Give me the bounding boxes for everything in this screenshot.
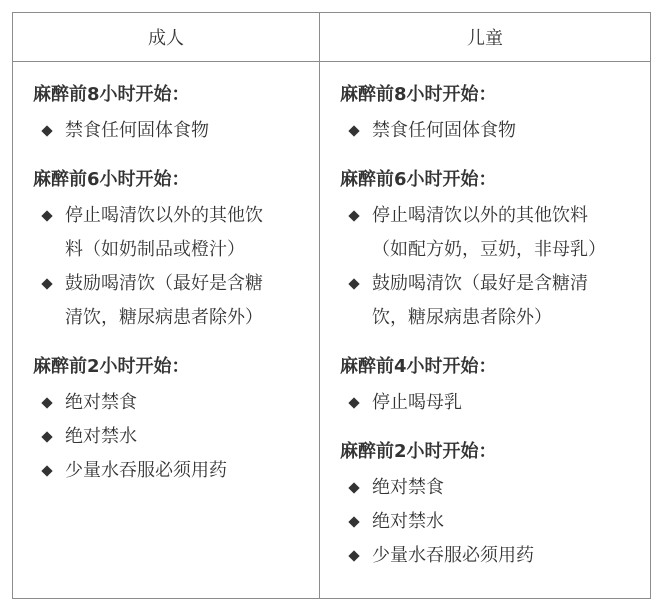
list-item-text: 绝对禁食 [65, 392, 137, 413]
time-section [33, 166, 319, 335]
list-item [340, 267, 650, 335]
list-item-text: 禁食任何固体食物 [372, 120, 516, 141]
list-item-text: 少量水吞服必须用药 [65, 460, 227, 481]
list-item [340, 539, 650, 573]
diamond-bullet-icon [41, 114, 65, 148]
list-item [340, 199, 650, 267]
diamond-bullet-icon [41, 454, 65, 488]
section-title: 麻醉前2小时开始： [33, 356, 190, 377]
list-item [33, 386, 319, 420]
list-item [33, 199, 319, 267]
diamond-bullet-icon [41, 386, 65, 420]
diamond-bullet-icon [348, 267, 372, 301]
list-item-text: 鼓励喝清饮（最好是含糖 清饮，糖尿病患者除外） [65, 273, 263, 328]
list-item-text: 停止喝清饮以外的其他饮料 （如配方奶，豆奶，非母乳） [372, 205, 606, 260]
list-item [33, 267, 319, 335]
time-section [340, 166, 650, 335]
diamond-bullet-icon [348, 199, 372, 233]
list-item-text: 少量水吞服必须用药 [372, 545, 534, 566]
list-item-text: 绝对禁水 [372, 511, 444, 532]
diamond-bullet-icon [348, 471, 372, 505]
header-child: 儿童 [320, 13, 650, 62]
list-item [33, 420, 319, 454]
time-section [33, 81, 319, 148]
list-item-text: 禁食任何固体食物 [65, 120, 209, 141]
list-item-text: 停止喝清饮以外的其他饮 料（如奶制品或橙汁） [65, 205, 263, 260]
section-title: 麻醉前2小时开始： [340, 441, 497, 462]
diamond-bullet-icon [41, 420, 65, 454]
list-item [340, 386, 650, 420]
diamond-bullet-icon [348, 505, 372, 539]
section-title: 麻醉前6小时开始： [340, 169, 497, 190]
diamond-bullet-icon [348, 539, 372, 573]
section-title: 麻醉前4小时开始： [340, 356, 497, 377]
time-section [340, 81, 650, 148]
list-item-text: 绝对禁食 [372, 477, 444, 498]
list-item-text: 绝对禁水 [65, 426, 137, 447]
section-title: 麻醉前8小时开始： [33, 84, 190, 105]
time-section [33, 353, 319, 488]
list-item [340, 505, 650, 539]
diamond-bullet-icon [348, 114, 372, 148]
list-item-text: 鼓励喝清饮（最好是含糖清 饮，糖尿病患者除外） [372, 273, 588, 328]
adult-column [13, 62, 320, 598]
section-title: 麻醉前8小时开始： [340, 84, 497, 105]
list-item-text: 停止喝母乳 [372, 392, 462, 413]
diamond-bullet-icon [348, 386, 372, 420]
list-item [340, 471, 650, 505]
list-item [340, 114, 650, 148]
section-title: 麻醉前6小时开始： [33, 169, 190, 190]
time-section [340, 438, 650, 573]
header-adult: 成人 [13, 13, 320, 62]
diamond-bullet-icon [41, 199, 65, 233]
fasting-guidelines-table [12, 12, 651, 599]
list-item [33, 114, 319, 148]
diamond-bullet-icon [41, 267, 65, 301]
time-section [340, 353, 650, 420]
list-item [33, 454, 319, 488]
child-column [320, 62, 650, 598]
